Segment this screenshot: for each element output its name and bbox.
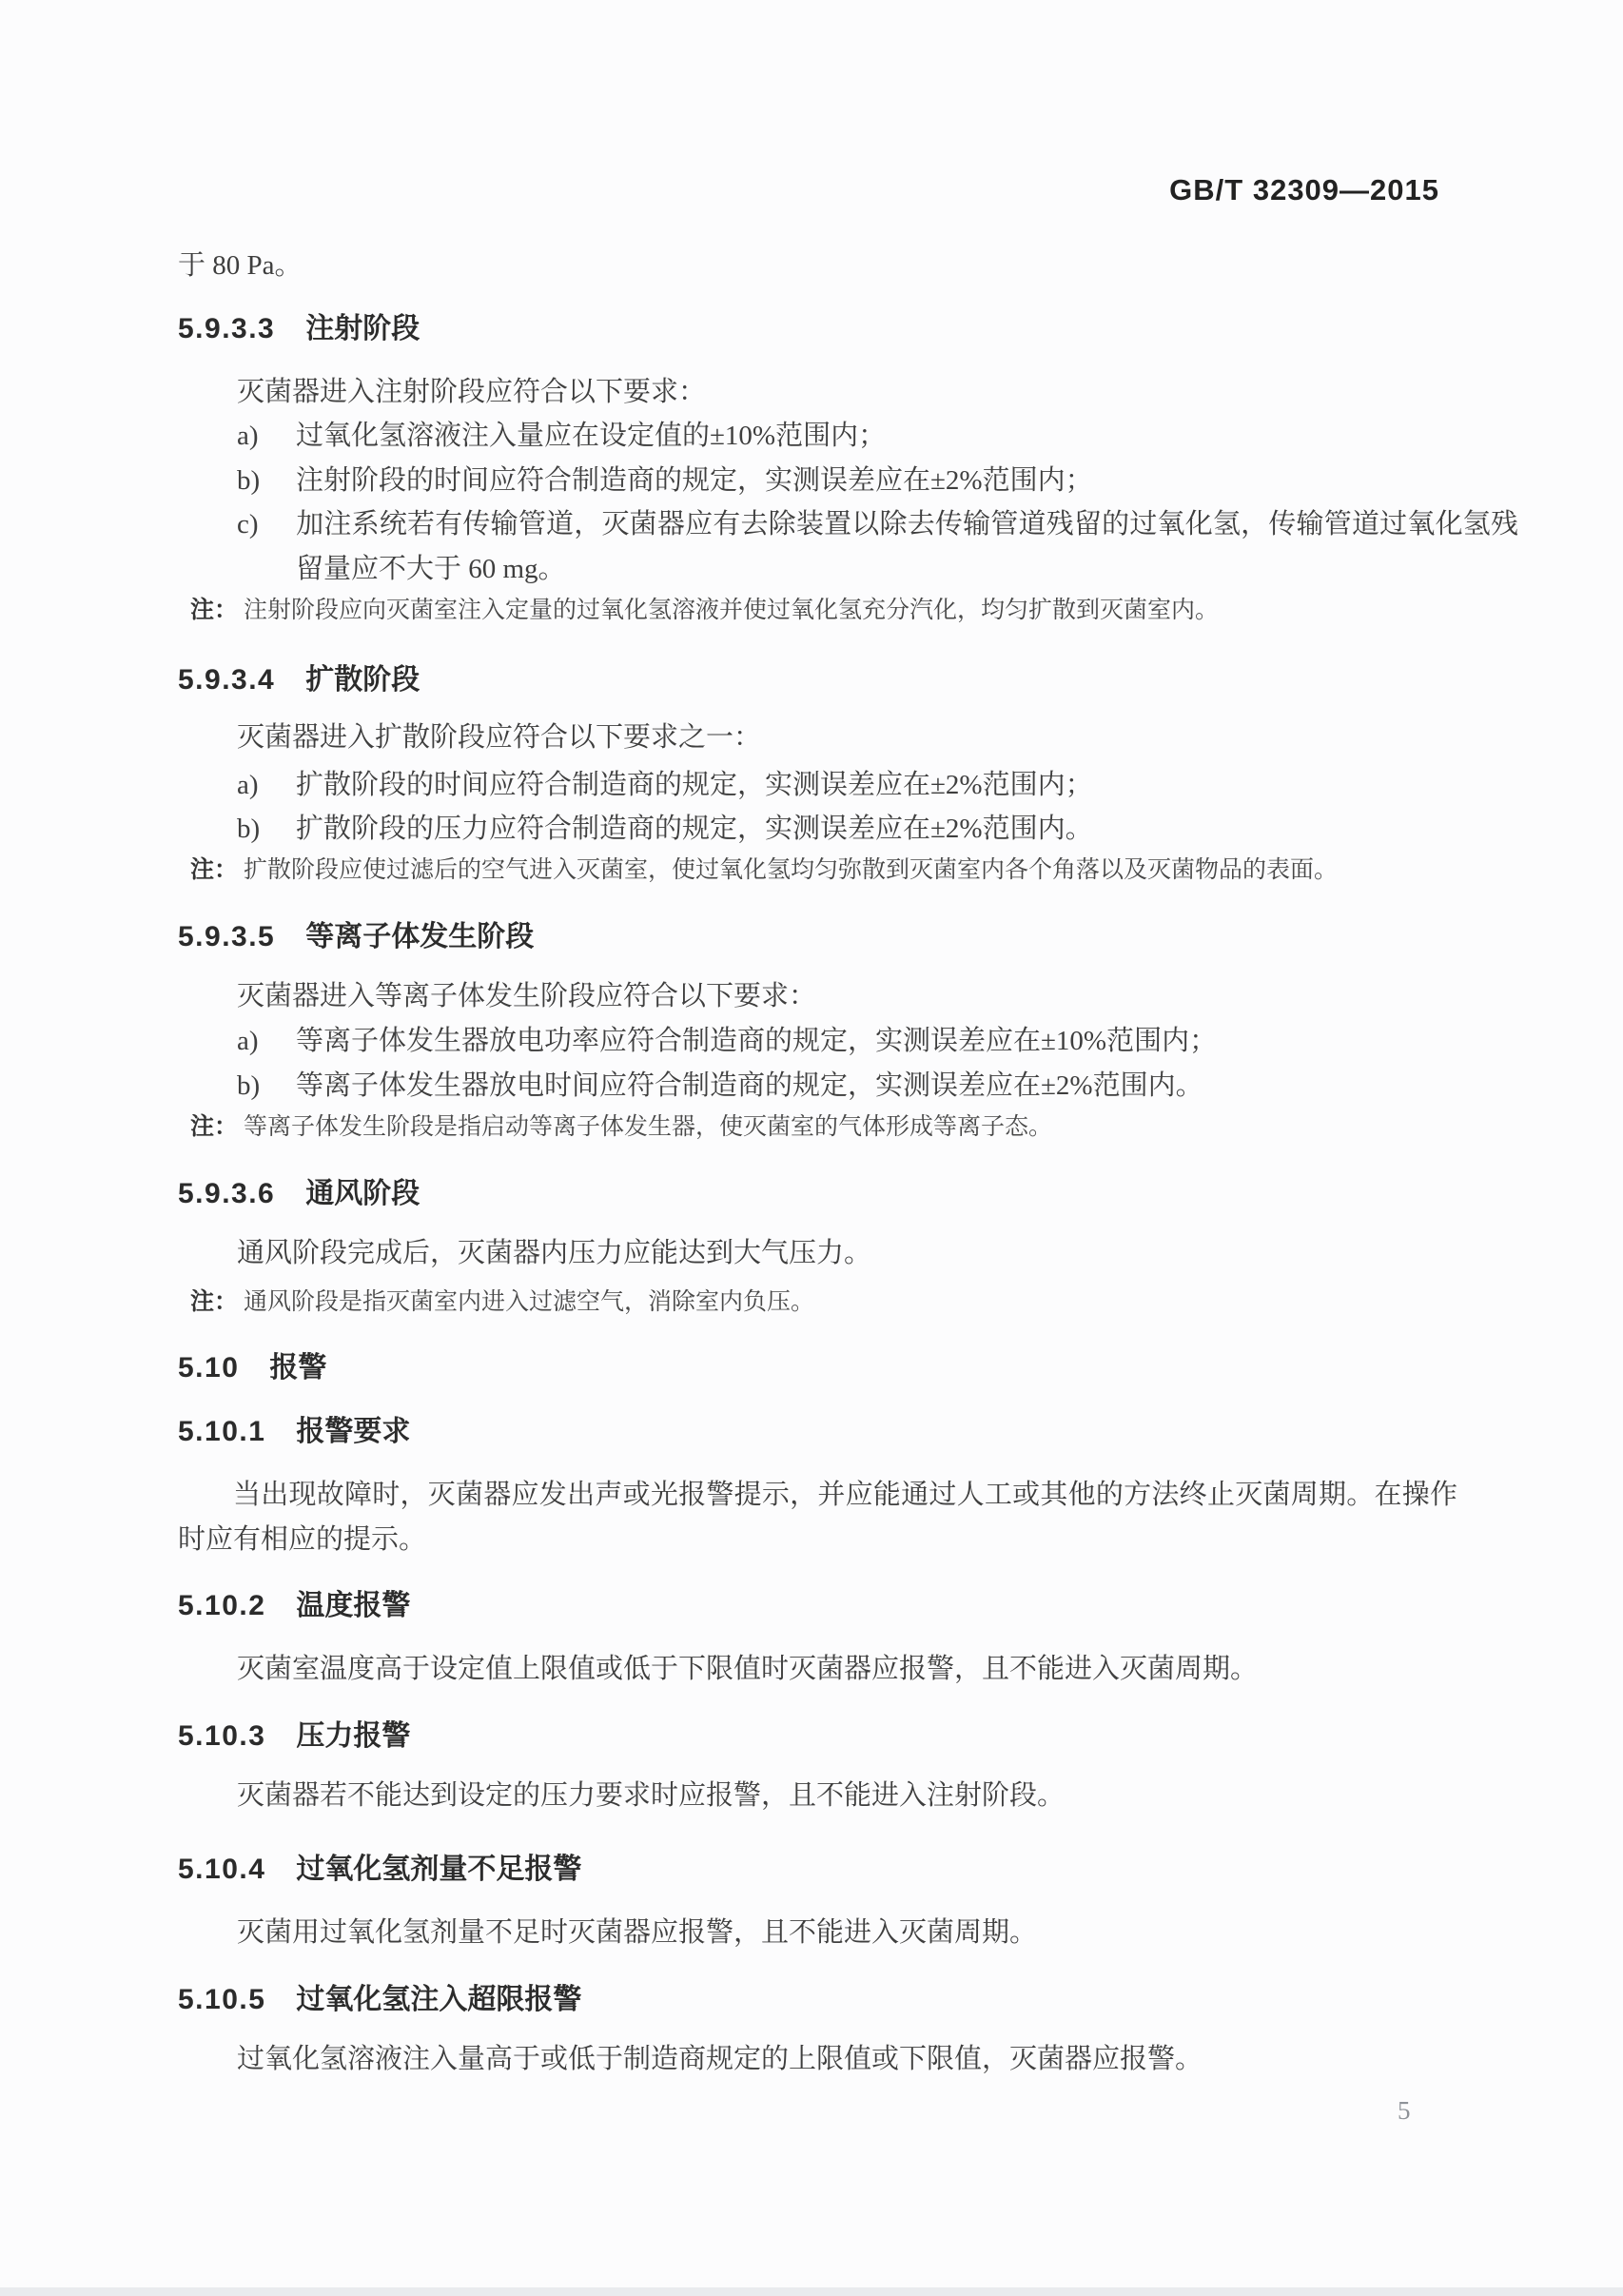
section-number: 5.10	[178, 1352, 240, 1383]
continuation-text: 于 80 Pa。	[178, 250, 303, 281]
list-item-label: b)	[237, 814, 261, 844]
section-heading-5-10-3	[178, 1714, 410, 1758]
list-item-label: b)	[237, 1070, 261, 1101]
note-text: 扩散阶段应使过滤后的空气进入灭菌室，使过氧化氢均匀弥散到灭菌室内各个角落以及灭菌物品的表面。	[244, 857, 1339, 883]
list-item	[237, 414, 886, 459]
note-label: 注：	[190, 1113, 239, 1140]
page-number: 5	[1398, 2096, 1411, 2125]
section-intro: 灭菌器进入扩散阶段应符合以下要求之一：	[237, 722, 762, 753]
section-title: 过氧化氢剂量不足报警	[296, 1854, 582, 1885]
section-title: 等离子体发生阶段	[305, 921, 535, 952]
list-item	[237, 459, 1093, 503]
list-item	[237, 1019, 1217, 1064]
section-title: 通风阶段	[305, 1178, 420, 1209]
section-number: 5.10.2	[178, 1590, 266, 1621]
list-item	[237, 763, 1093, 808]
section-intro: 灭菌器进入等离子体发生阶段应符合以下要求：	[237, 981, 817, 1011]
note-label: 注：	[190, 597, 239, 623]
section-title: 压力报警	[296, 1720, 411, 1752]
list-item-label: a)	[237, 421, 259, 451]
list-item-text: 等离子体发生器放电时间应符合制造商的规定，实测误差应在±2%范围内。	[296, 1070, 1203, 1101]
list-item-text: 注射阶段的时间应符合制造商的规定，实测误差应在±2%范围内；	[296, 465, 1093, 496]
list-item-label: a)	[237, 770, 259, 800]
section-heading-5-10-5	[178, 1977, 581, 2022]
section-heading-5-9-3-6	[178, 1171, 420, 1216]
section-number: 5.9.3.4	[178, 664, 276, 696]
section-heading-5-9-3-4	[178, 657, 420, 702]
section-title: 报警要求	[296, 1416, 411, 1447]
list-item-label: c)	[237, 509, 259, 540]
list-item-label: a)	[237, 1026, 259, 1056]
note-text: 等离子体发生阶段是指启动等离子体发生器，使灭菌室的气体形成等离子态。	[244, 1114, 1053, 1140]
list-item	[237, 502, 1518, 592]
section-number: 5.10.1	[178, 1416, 266, 1447]
note	[190, 591, 1219, 630]
note	[190, 851, 1338, 890]
section-body: 灭菌器若不能达到设定的压力要求时应报警，且不能进入注射阶段。	[237, 1780, 1066, 1811]
note-text: 通风阶段是指灭菌室内进入过滤空气，消除室内负压。	[244, 1289, 815, 1315]
list-item	[237, 1064, 1203, 1109]
section-heading-5-10-1	[178, 1409, 410, 1454]
section-heading-5-9-3-5	[178, 914, 534, 959]
list-item-text: 等离子体发生器放电功率应符合制造商的规定，实测误差应在±10%范围内；	[296, 1026, 1218, 1056]
section-body: 通风阶段完成后，灭菌器内压力应能达到大气压力。	[237, 1238, 872, 1268]
section-body: 灭菌室温度高于设定值上限值或低于下限值时灭菌器应报警，且不能进入灭菌周期。	[237, 1654, 1259, 1684]
section-intro: 灭菌器进入注射阶段应符合以下要求：	[237, 377, 707, 407]
page-bottom-edge	[0, 2287, 1623, 2296]
section-number: 5.10.4	[178, 1854, 266, 1885]
section-body: 当出现故障时，灭菌器应发出声或光报警提示，并应能通过人工或其他的方法终止灭菌周期。在操作时应有相应的提示。	[178, 1480, 1457, 1555]
section-number: 5.10.3	[178, 1720, 266, 1752]
standard-number-header: GB/T 32309—2015	[1169, 173, 1439, 206]
section-body: 灭菌用过氧化氢剂量不足时灭菌器应报警，且不能进入灭菌周期。	[237, 1917, 1038, 1948]
section-body: 过氧化氢溶液注入量高于或低于制造商规定的上限值或下限值，灭菌器应报警。	[237, 2044, 1203, 2074]
note-text: 注射阶段应向灭菌室注入定量的过氧化氢溶液并使过氧化氢充分汽化，均匀扩散到灭菌室内。	[244, 598, 1220, 623]
list-item-text: 过氧化氢溶液注入量应在设定值的±10%范围内；	[296, 421, 887, 451]
section-number: 5.9.3.6	[178, 1178, 276, 1209]
section-title: 温度报警	[296, 1590, 411, 1621]
section-title: 注射阶段	[305, 313, 420, 344]
section-title: 扩散阶段	[305, 664, 420, 696]
note	[190, 1283, 814, 1322]
section-heading-5-10-2	[178, 1583, 410, 1628]
note-label: 注：	[190, 1288, 239, 1315]
list-item-text: 扩散阶段的压力应符合制造商的规定，实测误差应在±2%范围内。	[296, 814, 1093, 844]
list-item-text: 加注系统若有传输管道，灭菌器应有去除装置以除去传输管道残留的过氧化氢，传输管道过氧化氢残留量应不大于 60 mg。	[296, 509, 1518, 584]
note	[190, 1108, 1052, 1147]
section-title: 过氧化氢注入超限报警	[296, 1984, 582, 2015]
section-title: 报警	[269, 1352, 327, 1383]
section-heading-5-10-4	[178, 1847, 581, 1892]
section-heading-5-10	[178, 1345, 326, 1390]
note-label: 注：	[190, 856, 239, 883]
list-item	[237, 807, 1093, 852]
section-number: 5.9.3.5	[178, 921, 276, 952]
section-number: 5.9.3.3	[178, 313, 276, 344]
list-item-label: b)	[237, 465, 261, 496]
list-item-text: 扩散阶段的时间应符合制造商的规定，实测误差应在±2%范围内；	[296, 770, 1093, 800]
section-number: 5.10.5	[178, 1984, 266, 2015]
section-heading-5-9-3-3	[178, 306, 420, 351]
